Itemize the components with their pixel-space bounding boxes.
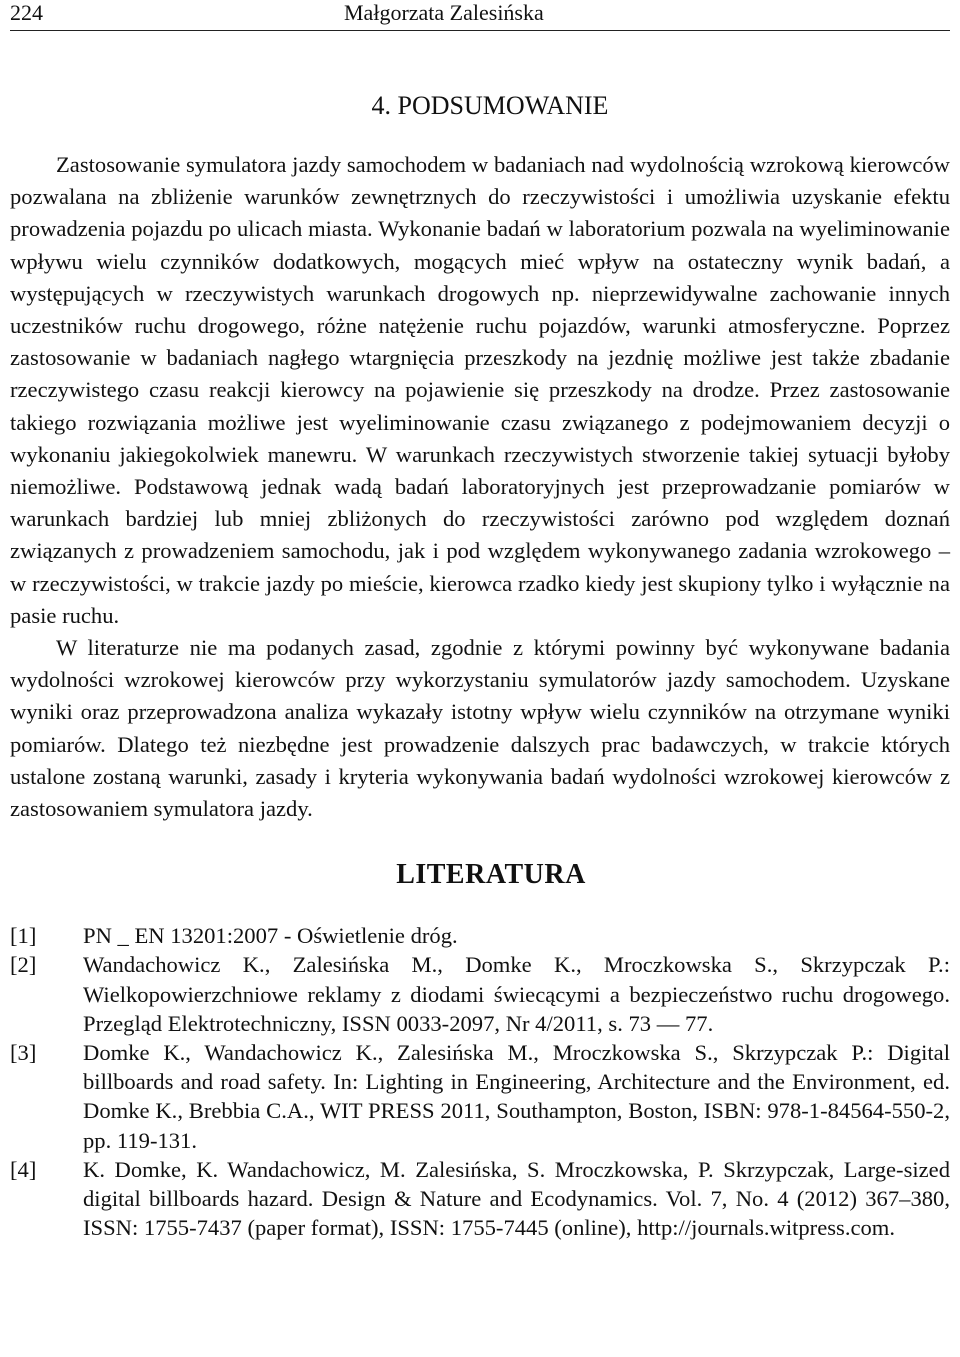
- reference-item: [10, 1155, 950, 1243]
- section-title: 4. PODSUMOWANIE: [371, 91, 609, 120]
- reference-number: [4]: [10, 1156, 37, 1182]
- reference-list: [10, 921, 950, 1242]
- summary-paragraph-1: Zastosowanie symulatora jazdy samochodem w badaniach nad wydolnością wzrokową kierowców pozwalana na zbliżenie warunków zewnętrznych do rzeczywistości i umożliwia uzyskanie efektu prowadzenia pojazdu po ulicach miasta. Wykonanie badań w laboratorium pozwala na wyeliminowanie wpływu wielu czynników dodatkowych, mogących mieć wpływ na ostateczny wynik badań, a występujących w rzeczywistych warunkach drogowych np. nieprzewidywalne zachowanie innych uczestników ruchu drogowego, różne natężenie ruchu pojazdów, warunki atmosferyczne. Poprzez zastosowanie w badaniach nagłego wtargnięcia przeszkody na jezdnię możliwe jest także zbadanie rzeczywistego czasu reakcji kierowcy na pojawienie się przeszkody na drodze. Przez zastosowanie takiego rozwiązania możliwe jest wyeliminowanie czasu związanego z podejmowaniem decyzji o wykonaniu jakiegokolwiek manewru. W warunkach rzeczywistych stworzenie takiej sytuacji byłoby niemożliwe. Podstawową jednak wadą badań laboratoryjnych jest przeprowadzanie pomiarów w warunkach bardziej lub mniej zbliżonych do rzeczywistości zarówno pod względem doznań związanych z prowadzeniem samochodu, jak i pod względem wykonywanego zadania wzrokowego – w rzeczywistości, w trakcie jazdy po mieście, kierowca rzadko kiedy jest skupiony tylko i wyłącznie na pasie ruchu.: [10, 152, 950, 628]
- reference-text: Domke K., Wandachowicz K., Zalesińska M., Mroczkowska S., Skrzypczak P.: Digital billboards and road safety. In: Lighting in Engineering, Architecture and the Environment, ed. Domke K., Brebbia C.A., WIT PRESS 2011, Southampton, Boston, ISBN: 978-1-84564-550-2, pp. 119-131.: [83, 1040, 950, 1153]
- reference-text: PN _ EN 13201:2007 - Oświetlenie dróg.: [83, 923, 458, 949]
- reference-item: [10, 1038, 950, 1155]
- running-author: Małgorzata Zalesińska: [344, 0, 544, 25]
- reference-text: Wandachowicz K., Zalesińska M., Domke K., Mroczkowska S., Skrzypczak P.: Wielkopowierzchniowe reklamy z diodami świecącymi a bezpieczeństwo ruchu drogowego. Przegląd Elektrotechniczny, ISSN 0033-2097, Nr 4/2011, s. 73 — 77.: [83, 952, 950, 1036]
- summary-body: [10, 149, 950, 825]
- summary-paragraph-2: W literaturze nie ma podanych zasad, zgodnie z którymi powinny być wykonywane badania wydolności wzrokowej kierowców przy wykorzystaniu symulatorów jazdy samochodem. Uzyskane wyniki oraz przeprowadzona analiza wykazały istotny wpływ wielu czynników na otrzymane wyniki pomiarów. Dlatego też niezbędne jest prowadzenie dalszych prac badawczych, w trakcie których ustalone zostaną warunki, zasady i kryteria wykonywania badań wydolności wzrokowej kierowców z zastosowaniem symulatora jazdy.: [10, 635, 950, 822]
- reference-number: [3]: [10, 1040, 37, 1066]
- running-header: [10, 0, 950, 31]
- literature-title: LITERATURA: [396, 859, 586, 891]
- page: [10, 0, 950, 1243]
- reference-text: K. Domke, K. Wandachowicz, M. Zalesińska, S. Mroczkowska, P. Skrzypczak, Large-sized digital billboards hazard. Design & Nature and Ecodynamics. Vol. 7, No. 4 (2012) 367–380, ISSN: 1755-7437 (paper format), ISSN: 1755-7445 (online), http://journals.witpress.com.: [83, 1156, 950, 1241]
- reference-item: [10, 921, 950, 950]
- reference-number: [1]: [10, 923, 37, 949]
- reference-item: [10, 950, 950, 1038]
- page-number: 224: [10, 0, 43, 25]
- reference-number: [2]: [10, 952, 37, 978]
